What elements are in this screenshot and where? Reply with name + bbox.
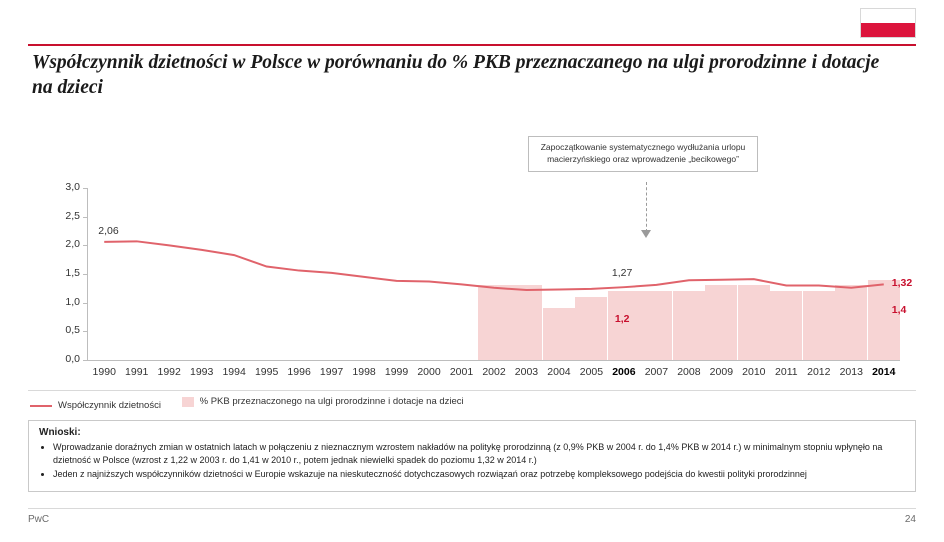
- x-axis-tick-label: 1991: [125, 366, 149, 378]
- flag-stripe-white: [861, 9, 915, 23]
- y-axis-tick-label: 3,0: [65, 181, 80, 193]
- line-series: [28, 130, 916, 415]
- legend-line-swatch-icon: [30, 405, 52, 407]
- x-axis-tick-label: 1993: [189, 366, 214, 378]
- chart-data-label: 1,4: [891, 303, 907, 316]
- x-axis-tick-label: 2004: [547, 366, 571, 378]
- y-axis-tick-label: 1,5: [65, 267, 80, 279]
- conclusions-box: [28, 420, 916, 492]
- chart-data-label: 2,06: [98, 224, 119, 237]
- x-axis-tick-label: 2008: [677, 366, 701, 378]
- y-axis-tick-label: 0,5: [65, 324, 80, 337]
- x-axis-tick-label: 2006: [612, 366, 636, 378]
- x-axis-tick-label: 2000: [417, 366, 441, 378]
- y-axis-tick-label: 0,0: [65, 353, 80, 365]
- legend-label-fertility: Współczynnik dzietności: [58, 400, 161, 411]
- chart-data-label: 1,2: [614, 313, 630, 326]
- list-item: • Wprowadzanie doraźnych zmian w ostatnich latach w połączeniu z nieznacznym wzrostem nakładów na politykę prorodzinną (z 0,9% PKB w 2004 r. do 1,4% PKB w 2014 r.) w minimalnym stopniu wpłynęło na dzietność w Polsce (wzrost z 1,22 w 2003 r. do 1,41 w 2010 r., potem jednak niewielki spadek do poziomu 1,32 w 2014 r.): [53, 441, 905, 466]
- y-axis-tick-label: 1,0: [65, 295, 80, 308]
- x-axis-tick-label: 1997: [319, 366, 344, 378]
- y-axis-tick-label: 2,0: [65, 238, 80, 251]
- chart-annotation: Zapoczątkowanie systematycznego wydłużania urlopu macierzyńskiego oraz wprowadzenie „becikowego”: [528, 136, 758, 172]
- legend-label-gdp: % PKB przeznaczonego na ulgi prorodzinne i dotacje na dzieci: [199, 396, 464, 407]
- chart-legend: [30, 396, 910, 414]
- x-axis-tick-label: 1999: [384, 366, 409, 378]
- legend-box-swatch-icon: [182, 397, 194, 407]
- title-divider: [28, 44, 916, 46]
- x-axis-tick-label: 1992: [157, 366, 181, 378]
- legend-item-bar: [182, 396, 464, 407]
- footer-divider: [28, 508, 916, 509]
- x-axis-tick-label: 1995: [254, 366, 279, 378]
- x-axis-tick-label: 2013: [839, 366, 863, 378]
- legend-divider: [28, 390, 916, 391]
- x-axis-tick-label: 1996: [287, 366, 311, 378]
- conclusions-title: Wnioski:: [39, 427, 81, 438]
- x-axis-tick-label: 1994: [222, 366, 246, 378]
- x-axis-tick-label: 2007: [644, 366, 669, 378]
- footer-brand: PwC: [28, 514, 50, 525]
- x-axis-tick-label: 2012: [807, 366, 831, 378]
- fertility-line: [104, 241, 884, 290]
- x-axis-tick-label: 2011: [775, 366, 798, 378]
- poland-flag-icon: [860, 8, 916, 38]
- x-axis-tick-label: 2002: [482, 366, 506, 378]
- list-item: • Jeden z najniższych współczynników dzietności w Europie wskazuje na nieskuteczność dotychczasowych rozwiązań oraz potrzebę kompleksowego podejścia do kwestii polityki prorodzinnej: [53, 468, 905, 481]
- chart: [28, 130, 916, 415]
- x-axis-tick-label: 2003: [514, 366, 539, 378]
- x-axis-tick-label: 2014: [872, 366, 896, 378]
- x-axis-tick-label: 2001: [449, 366, 474, 378]
- y-axis-tick-label: 2,5: [65, 209, 80, 222]
- x-axis-tick-label: 2005: [579, 366, 604, 378]
- flag-stripe-red: [861, 23, 915, 37]
- page-number: 24: [904, 514, 916, 525]
- chart-data-label: 1,32: [891, 277, 913, 290]
- x-axis-tick-label: 2010: [742, 366, 766, 378]
- conclusions-list: [39, 441, 905, 481]
- page-title: Współczynnik dzietności w Polsce w porównaniu do % PKB przeznaczanego na ulgi prorodzinne i dotacje na dzieci: [32, 52, 880, 98]
- x-axis-tick-label: 1998: [352, 366, 376, 378]
- chart-data-label: 1,27: [611, 267, 633, 280]
- x-axis-tick-label: 2009: [709, 366, 734, 378]
- legend-item-line: [30, 400, 161, 411]
- x-axis-tick-label: 1990: [92, 366, 116, 378]
